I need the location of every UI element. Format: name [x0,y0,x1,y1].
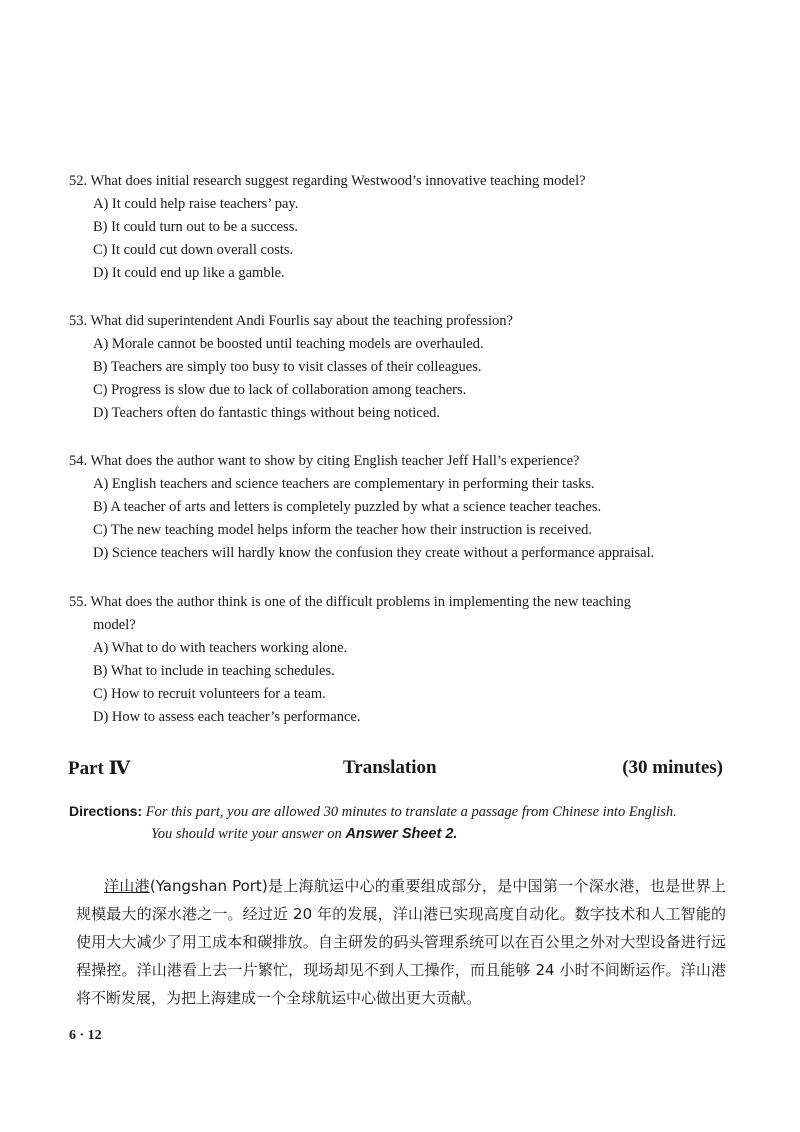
q55-option-c[interactable]: C) How to recruit volunteers for a team. [93,686,326,702]
q54-option-a[interactable]: A) English teachers and science teachers are complementary in performing their tasks. [93,476,595,492]
q54-option-c[interactable]: C) The new teaching model helps inform the teacher how their instruction is received. [93,522,593,538]
translation-passage [76,872,726,1012]
q54-question: 54. What does the author want to show by citing English teacher Jeff Hall’s experience? [69,453,580,469]
q52-option-d[interactable]: D) It could end up like a gamble. [93,265,285,281]
q53-option-a[interactable]: A) Morale cannot be boosted until teaching models are overhauled. [93,336,484,352]
q53-option-d[interactable]: D) Teachers often do fantastic things without being noticed. [93,405,441,421]
part-label: Part Ⅳ [68,758,131,779]
part-time: (30 minutes) [622,757,723,778]
passage-underlined-term: 洋山港 [104,877,150,895]
q52-option-c[interactable]: C) It could cut down overall costs. [93,242,294,258]
part-heading [68,757,723,783]
q54-option-b[interactable]: B) A teacher of arts and letters is completely puzzled by what a science teacher teaches. [93,499,602,515]
directions-label: Directions [69,803,138,819]
answer-sheet-ref: Answer Sheet 2. [345,826,458,842]
directions-colon: : [137,803,143,819]
q54-option-d[interactable]: D) Science teachers will hardly know the confusion they create without a performance appraisal. [93,545,655,561]
q55-option-b[interactable]: B) What to include in teaching schedules. [93,663,335,679]
q55-question-line1: 55. What does the author think is one of the difficult problems in implementing the new teaching [69,594,632,610]
q55-question-line2: model? [93,617,136,633]
q55-option-d[interactable]: D) How to assess each teacher’s performance. [93,709,361,725]
directions-line1 [69,801,677,822]
q53-option-c[interactable]: C) Progress is slow due to lack of collaboration among teachers. [93,382,467,398]
page-number: 6 · 12 [69,1028,102,1043]
directions-text-line2: You should write your answer on [151,826,342,842]
q55-option-a[interactable]: A) What to do with teachers working alone. [93,640,348,656]
q52-option-a[interactable]: A) It could help raise teachers’ pay. [93,196,299,212]
passage-body: (Yangshan Port)是上海航运中心的重要组成部分，是中国第一个深水港，也是世界上规模最大的深水港之一。经过近 20 年的发展，洋山港已实现高度自动化。数字技术和人工智能的使用大大减少了用工成本和碳排放。自主研发的码头管理系统可以在百公里之外对大型设备进行远程操控。洋山港看上去一片繁忙，现场却见不到人工操作，而且能够 24 小时不间断运作。洋山港将不断发展，为把上海建成一个全球航运中心做出更大贡献。 [76,877,726,1007]
q52-question: 52. What does initial research suggest regarding Westwood’s innovative teaching model? [69,173,586,189]
q53-question: 53. What did superintendent Andi Fourlis say about the teaching profession? [69,313,513,329]
q52-option-b[interactable]: B) It could turn out to be a success. [93,219,298,235]
directions-line2 [151,824,457,844]
part-title: Translation [343,757,437,778]
q53-option-b[interactable]: B) Teachers are simply too busy to visit classes of their colleagues. [93,359,482,375]
directions-text-line1: For this part, you are allowed 30 minutes to translate a passage from Chinese into English. [145,804,677,820]
